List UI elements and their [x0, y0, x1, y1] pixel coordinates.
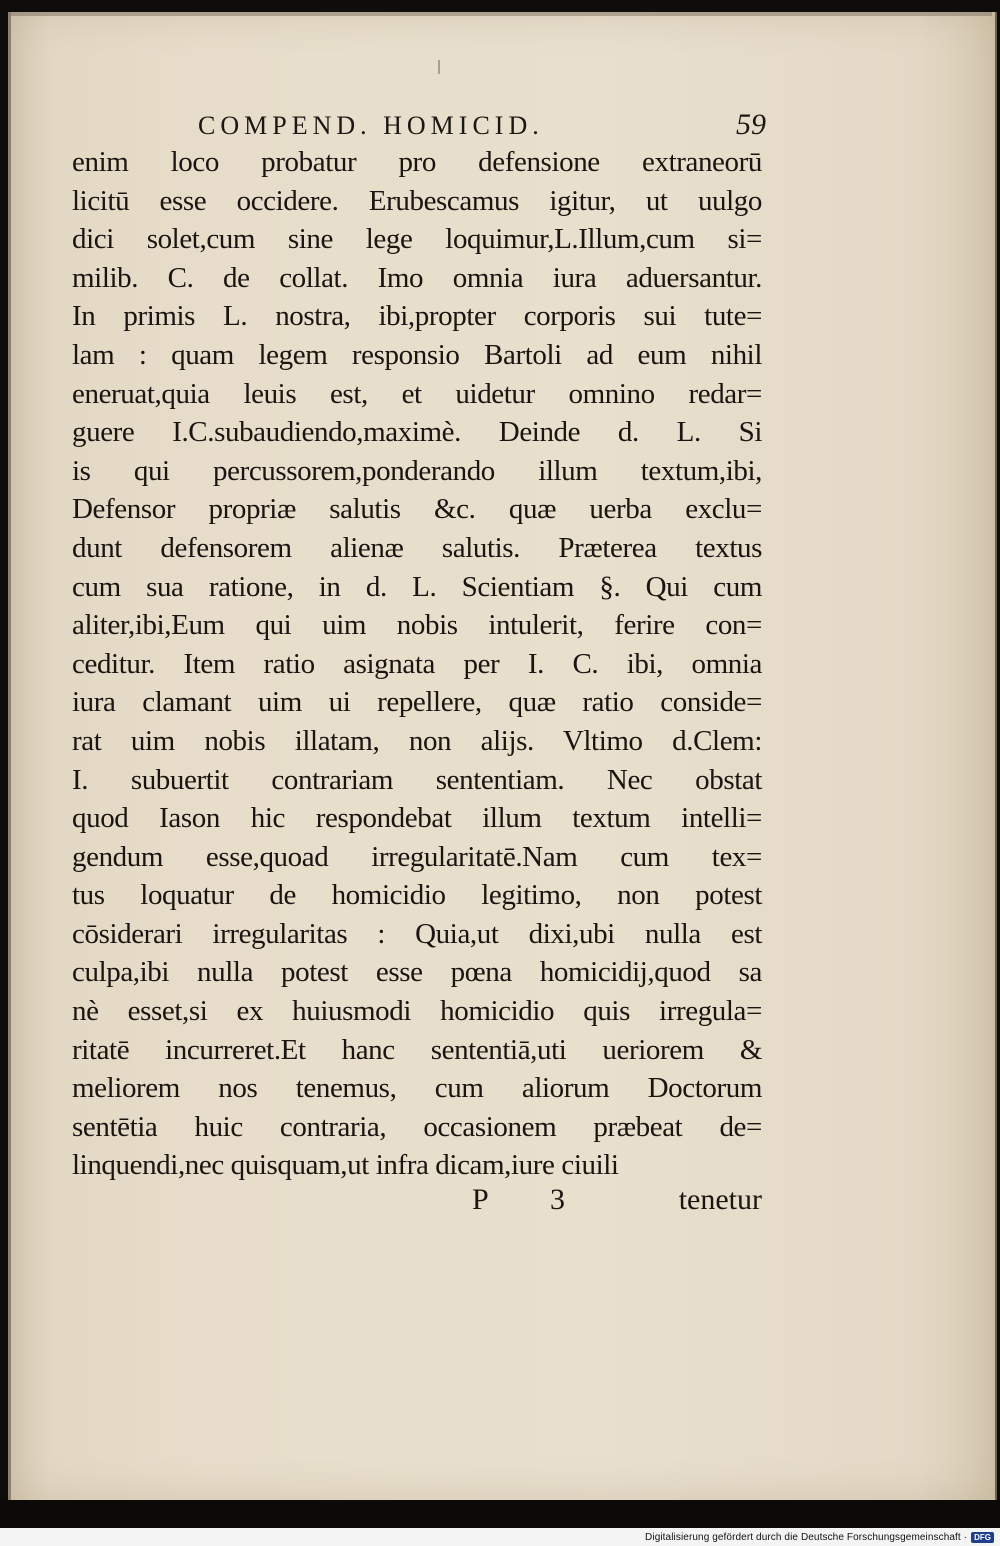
text-line: Defensor propriæ salutis &c. quæ uerba exclu= [72, 493, 762, 526]
page-number: 59 [736, 108, 766, 141]
body-text [72, 143, 762, 1185]
text-line: culpa,ibi nulla potest esse pœna homicidij,quod sa [72, 956, 762, 989]
text-line: In primis L. nostra, ibi,propter corporis sui tute= [72, 300, 762, 333]
text-line: quod Iason hic respondebat illum textum intelli= [72, 802, 762, 835]
scan-bottom-border [0, 1500, 1000, 1528]
text-line: dunt defensorem alienæ salutis. Præterea textus [72, 531, 762, 564]
signature-mark: P [472, 1183, 489, 1216]
signature-number: 3 [550, 1183, 565, 1216]
digitization-banner [0, 1528, 1000, 1546]
page-header [198, 108, 766, 144]
text-line: iura clamant uim ui repellere, quæ ratio conside= [72, 686, 762, 719]
text-line: I. subuertit contrariam sententiam. Nec obstat [72, 763, 762, 796]
dfg-logo-icon: DFG [971, 1532, 994, 1543]
text-line: milib. C. de collat. Imo omnia iura aduersantur. [72, 261, 762, 294]
catchword: tenetur [678, 1183, 762, 1216]
text-line: nè esset,si ex huiusmodi homicidio quis irregula= [72, 995, 762, 1028]
text-line: gendum esse,quoad irregularitatē.Nam cum tex= [72, 840, 762, 873]
text-line: sentētia huic contraria, occasionem præbeat de= [72, 1110, 762, 1143]
text-line: is qui percussorem,ponderando illum textum,ibi, [72, 454, 762, 487]
text-line: ceditur. Item ratio asignata per I. C. ibi, omnia [72, 647, 762, 680]
text-line: aliter,ibi,Eum qui uim nobis intulerit, ferire con= [72, 609, 762, 642]
footer-marks [472, 1183, 762, 1223]
text-line: dici solet,cum sine lege loquimur,L.Illum,cum si= [72, 223, 762, 256]
text-line: cum sua ratione, in d. L. Scientiam §. Qui cum [72, 570, 762, 603]
margin-mark [438, 60, 440, 74]
text-line: tus loquatur de homicidio legitimo, non potest [72, 879, 762, 912]
text-line: rat uim nobis illatam, non alijs. Vltimo d.Clem: [72, 724, 762, 757]
digitization-credit: Digitalisierung gefördert durch die Deutsche Forschungsgemeinschaft · [645, 1531, 968, 1543]
text-line: lam : quam legem responsio Bartoli ad eum nihil [72, 338, 762, 371]
text-line: linquendi,nec quisquam,ut infra dicam,iure ciuili [72, 1149, 619, 1182]
text-line: guere I.C.subaudiendo,maximè. Deinde d. L. Si [72, 416, 762, 449]
text-line: eneruat,quia leuis est, et uidetur omnino redar= [72, 377, 762, 410]
page-top-edge [8, 12, 992, 16]
text-line: enim loco probatur pro defensione extraneorū [72, 146, 762, 178]
text-line: meliorem nos tenemus, cum aliorum Doctorum [72, 1072, 762, 1105]
text-line: cōsiderari irregularitas : Quia,ut dixi,ubi nulla est [72, 917, 762, 950]
text-line: ritatē incurreret.Et hanc sententiā,uti ueriorem & [72, 1033, 762, 1066]
text-line: licitū esse occidere. Erubescamus igitur, ut uulgo [72, 184, 762, 217]
running-title: COMPEND. HOMICID. [198, 111, 544, 140]
